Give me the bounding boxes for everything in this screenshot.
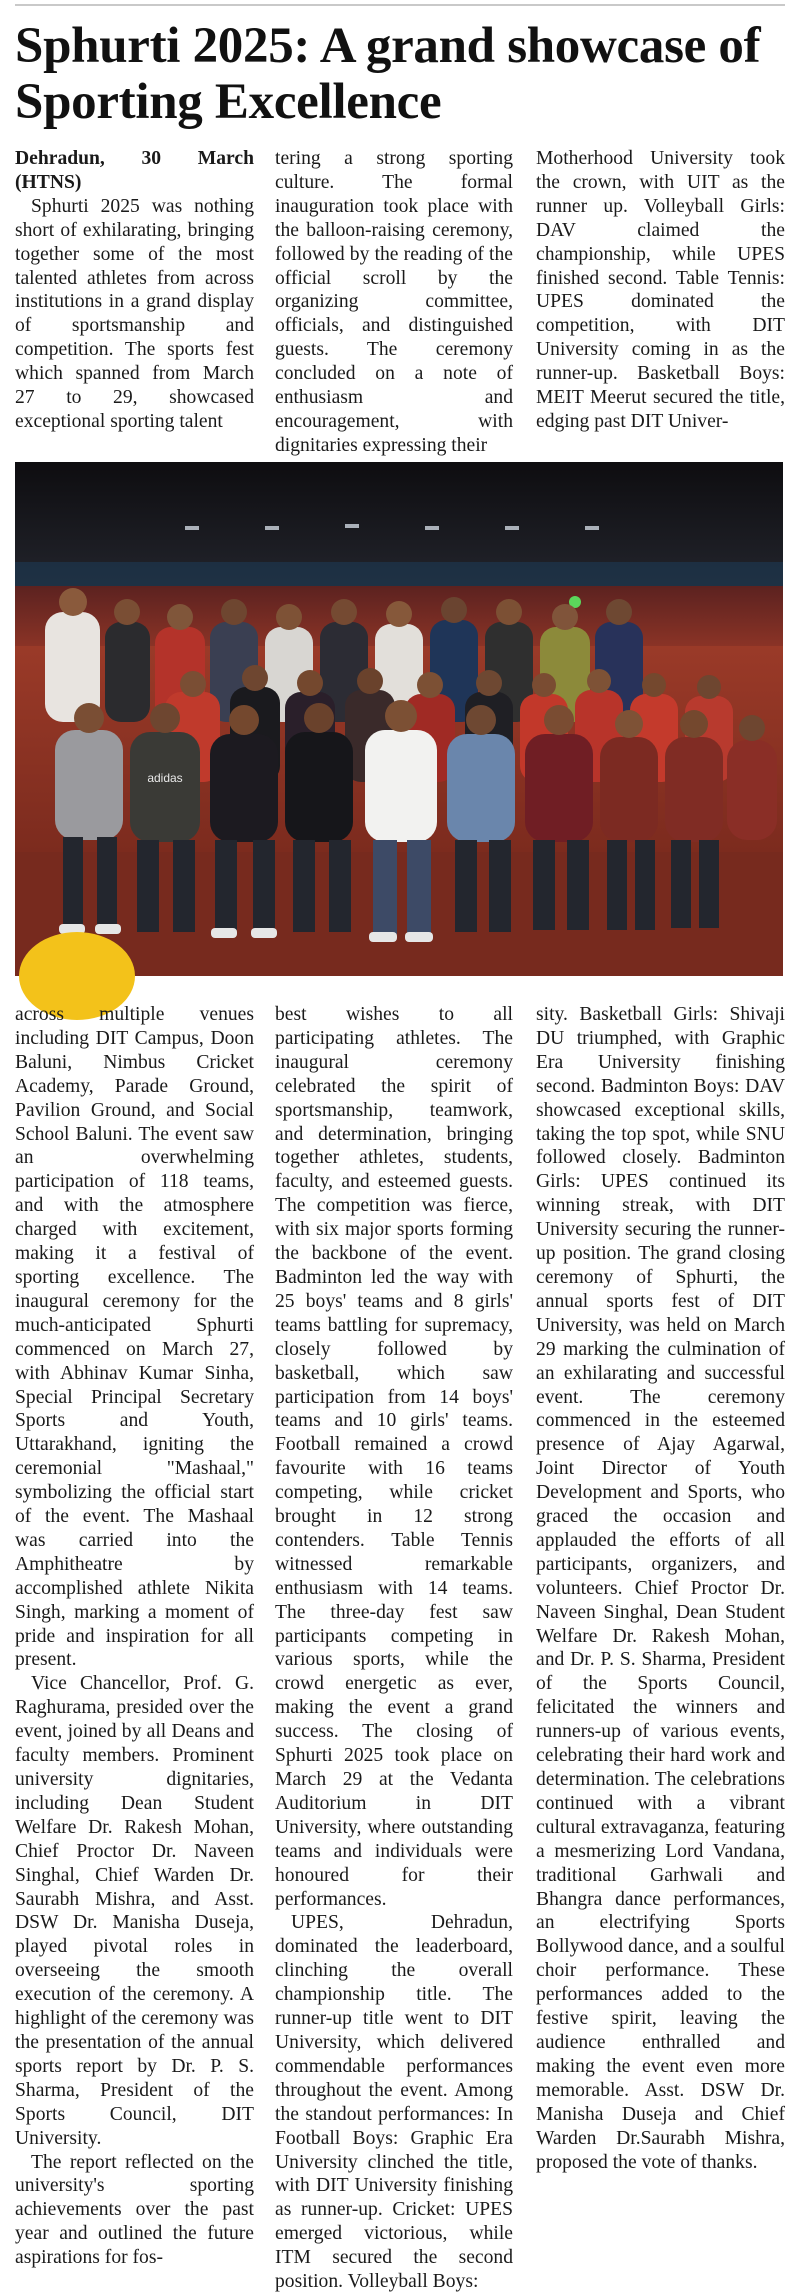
column-1-top	[15, 147, 254, 433]
column-2-top	[275, 147, 513, 456]
group-photo	[15, 462, 783, 976]
paragraph: sity. Basketball Girls: Shivaji DU triumphed, with Graphic Era University finishing second. Badminton Boys: DAV showcased exceptional skills, taking the top spot, while SNU followed closely. Badminton Girls: UPES continued its winning streak, with DIT University securing the runner-up position. The grand closing ceremony of Sphurti, the annual sports fest of DIT University, was held on March 29 marking the culmination of an exhilarating and successful event. The ceremony commenced in the esteemed presence of Ajay Agarwal, Joint Director of Youth Development and Sports, who graced the occasion and applauded the efforts of all participants, organizers, and volunteers. Chief Proctor Dr. Naveen Singhal, Dean Student Welfare Dr. Rakesh Mohan, and Dr. P. S. Sharma, President of the Sports Council, felicitated the winners and runners-up of various events, celebrating their hard work and determination. The celebrations continued with a vibrant cultural extravaganza, featuring a mesmerizing Lord Vandana, traditional Garhwali and Bhangra dance performances, an electrifying Sports Bollywood dance, and a soulful choir performance. These performances added to the festive spirit, leaving the audience enthralled and making the event even more memorable. Asst. DSW Dr. Manisha Duseja and Chief Warden Dr.Saurabh Mishra, proposed the vote of thanks.	[536, 1004, 785, 2173]
top-rule	[15, 4, 785, 6]
group-photo-illustration	[15, 462, 783, 976]
paragraph: UPES, Dehradun, dominated the leaderboard, clinching the overall championship title. The runner-up title went to DIT University, which delivered commendable performances throughout the event. Among the standout performances: In Football Boys: Graphic Era University clinched the title, with DIT University finishing as runner-up. Cricket: UPES emerged victorious, while ITM secured the second position. Volleyball Boys:	[275, 1912, 513, 2293]
paragraph: across multiple venues including DIT Campus, Doon Baluni, Nimbus Cricket Academy, Parade Ground, Pavilion Ground, and Social School Baluni. The event saw an overwhelming participation of 118 teams, and with the atmosphere charged with excitement, making it a festival of sporting excellence. The inaugural ceremony for the much-anticipated Sphurti commenced on March 27, with Abhinav Kumar Sinha, Special Principal Secretary Sports and Youth, Uttarakhand, igniting the ceremonial "Mashaal," symbolizing the official start of the event. The Mashaal was carried into the Amphitheatre by accomplished athlete Nikita Singh, marking a moment of pride and inspiration for all present.	[15, 1004, 254, 1671]
headline: Sphurti 2025: A grand showcase of Sporting Excellence	[15, 18, 761, 130]
paragraph: The report reflected on the university's sporting achievements over the past year and outlined the future aspirations for fos-	[15, 2151, 254, 2269]
shirt-text: adidas	[147, 771, 183, 785]
paragraph: tering a strong sporting culture. The formal inauguration took place with the balloon-raising ceremony, followed by the reading of the official scroll by the organizing committee, officials, and distinguished guests. The ceremony concluded on a note of enthusiasm and encouragement, with dignitaries expressing their	[275, 148, 513, 456]
column-1-bottom	[15, 1003, 254, 2275]
column-2-bottom	[275, 1003, 513, 2293]
column-3-bottom	[536, 1003, 785, 2275]
paragraph: Vice Chancellor, Prof. G. Raghurama, presided over the event, joined by all Deans and faculty members. Prominent university dignitaries, including Dean Student Welfare Dr. Rakesh Mohan, Chief Proctor Dr. Naveen Singhal, Chief Warden Dr. Saurabh Mishra, and Asst. DSW Dr. Manisha Duseja, played pivotal roles in overseeing the smooth execution of the ceremony. A highlight of the ceremony was the presentation of the annual sports report by Dr. P. S. Sharma, President of the Sports Council, DIT University.	[15, 1673, 254, 2149]
column-3-top	[536, 147, 785, 433]
dateline: Dehradun, 30 March (HTNS)	[15, 148, 254, 193]
paragraph: Sphurti 2025 was nothing short of exhilarating, bringing together some of the most talented athletes from across institutions in a grand display of sportsmanship and competition. The sports fest which spanned from March 27 to 29, showcased exceptional sporting talent	[15, 195, 254, 432]
paragraph: best wishes to all participating athletes. The inaugural ceremony celebrated the spirit of sportsmanship, teamwork, and determination, bringing together athletes, students, faculty, and esteemed guests. The competition was fierce, with six major sports forming the backbone of the event. Badminton led the way with 25 boys' teams and 8 girls' teams battling for supremacy, closely followed by basketball, which saw participation from 14 boys' teams and 10 girls' teams. Football remained a crowd favourite with 16 teams competing, while cricket brought in 12 strong contenders. Table Tennis witnessed remarkable enthusiasm with 14 teams. The three-day fest saw participants competing in various sports, while the crowd energetic as ever, making the event a grand success. The closing of Sphurti 2025 took place on March 29 at the Vedanta Auditorium in DIT University, where outstanding teams and individuals were honoured for their performances.	[275, 1004, 513, 1910]
paragraph: Motherhood University took the crown, with UIT as the runner up. Volleyball Girls: DAV claimed the championship, while UPES finished second. Table Tennis: UPES dominated the competition, with DIT University coming in as the runner-up. Basketball Boys: MEIT Meerut secured the title, edging past DIT Univer-	[536, 148, 785, 432]
